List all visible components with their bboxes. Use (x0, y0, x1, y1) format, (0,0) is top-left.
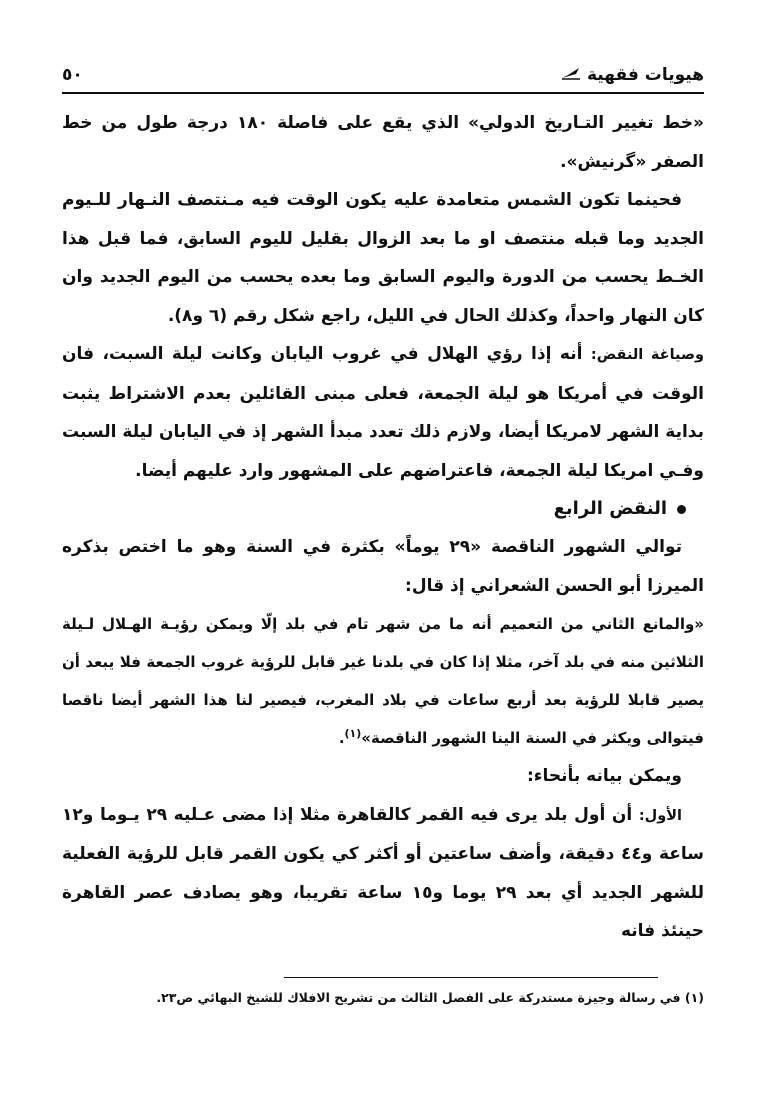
paragraph-4: توالي الشهور الناقصة «٢٩ يوماً» بكثرة في السنة وهو ما اختص بذكره الميرزا أبو الحسن الشعراني إذ قال: (62, 537, 704, 596)
quill-icon (561, 65, 581, 85)
page-header (62, 58, 704, 94)
paragraph-1: «خط تغيير التـاريخ الدولي» الذي يقع على فاصلة ١٨٠ درجة طول من خط الصفر «گرنيش». (62, 113, 704, 172)
paragraph-3 (62, 335, 704, 490)
page-body (62, 104, 704, 951)
paragraph-3-text: أنه إذا رؤي الهلال في غروب اليابان وكانت ليلة السبت، فان الوقت في أمريكا هو ليلة الجمعة، فعلى مبنى القائلين بعدم الاشتراط يثبت بداية الشهر لامريكا أيضا، ولازم ذلك تعدد مبدأ الشهر إذ في اليابان ليلة السبت وفـي امريكا ليلة الجمعة، فاعتراضهم على المشهور وارد عليهم أيضا. (62, 344, 704, 481)
section-heading-text: النقض الرابع (553, 498, 667, 519)
paragraph-2: فحينما تكون الشمس متعامدة عليه يكون الوقت فيه مـنتصف النـهار للـيوم الجديد وما قبله منتصف او ما بعد الزوال بقليل لليوم السابق، فما قبل هذا الخـط يحسب من الدورة واليوم السابق وما بعده يحسب من اليوم الجديد وان كان النهار واحداً، وكذلك الحال في الليل، راجع شكل رقم (٦ و٨). (62, 190, 704, 326)
page-number: ٥٠ (62, 65, 83, 85)
paragraph-6 (62, 796, 704, 951)
quotation-text: «والمانع الثاني من التعميم أنه ما من شهر تام في بلد إلّا ويمكن رؤيـة الهـلال لـيلة الثلاثين منه في بلد آخر، مثلا إذا كان في بلدنا غير قابل للرؤية غروب الجمعة فلا يبعد أن يصير قابلا للرؤية بعد أربع ساعات في بلاد المغرب، فيصير لنا هذا الشهر أيضا ناقصا فيتوالى ويكثر في السنة الينا الشهور الناقصة» (62, 615, 704, 747)
paragraph-6-term: الأول: (638, 807, 682, 824)
footnote-divider (284, 977, 658, 978)
paragraph-5: ويمكن بيانه بأنحاء: (526, 766, 682, 786)
section-heading (62, 490, 704, 528)
footnote: (١) في رسالة وجيزة مستدركة على الفصل الثالث من تشريح الافلاك للشيخ البهائي ص٢٣. (156, 990, 704, 1005)
paragraph-6-text: أن أول بلد يرى فيه القمر كالقاهرة مثلا إذا مضى عـليه ٢٩ يـوما و١٢ ساعة و٤٤ دقيقة، وأضف ساعتين أو أكثر كي يكون القمر قابل للرؤية الفعلية للشهر الجديد أي بعد ٢٩ يوما و١٥ ساعة تقريبا، وهو يصادف عصر القاهرة حينئذ فانه (62, 804, 704, 941)
bullet-icon (677, 505, 686, 514)
running-title: هيويات فقهية (587, 65, 704, 85)
running-title-group (561, 65, 704, 85)
paragraph-3-term: وصياغة النقض: (590, 347, 704, 363)
footnote-reference: (١) (344, 727, 362, 740)
quotation (62, 605, 704, 757)
quotation-end: . (338, 729, 345, 747)
